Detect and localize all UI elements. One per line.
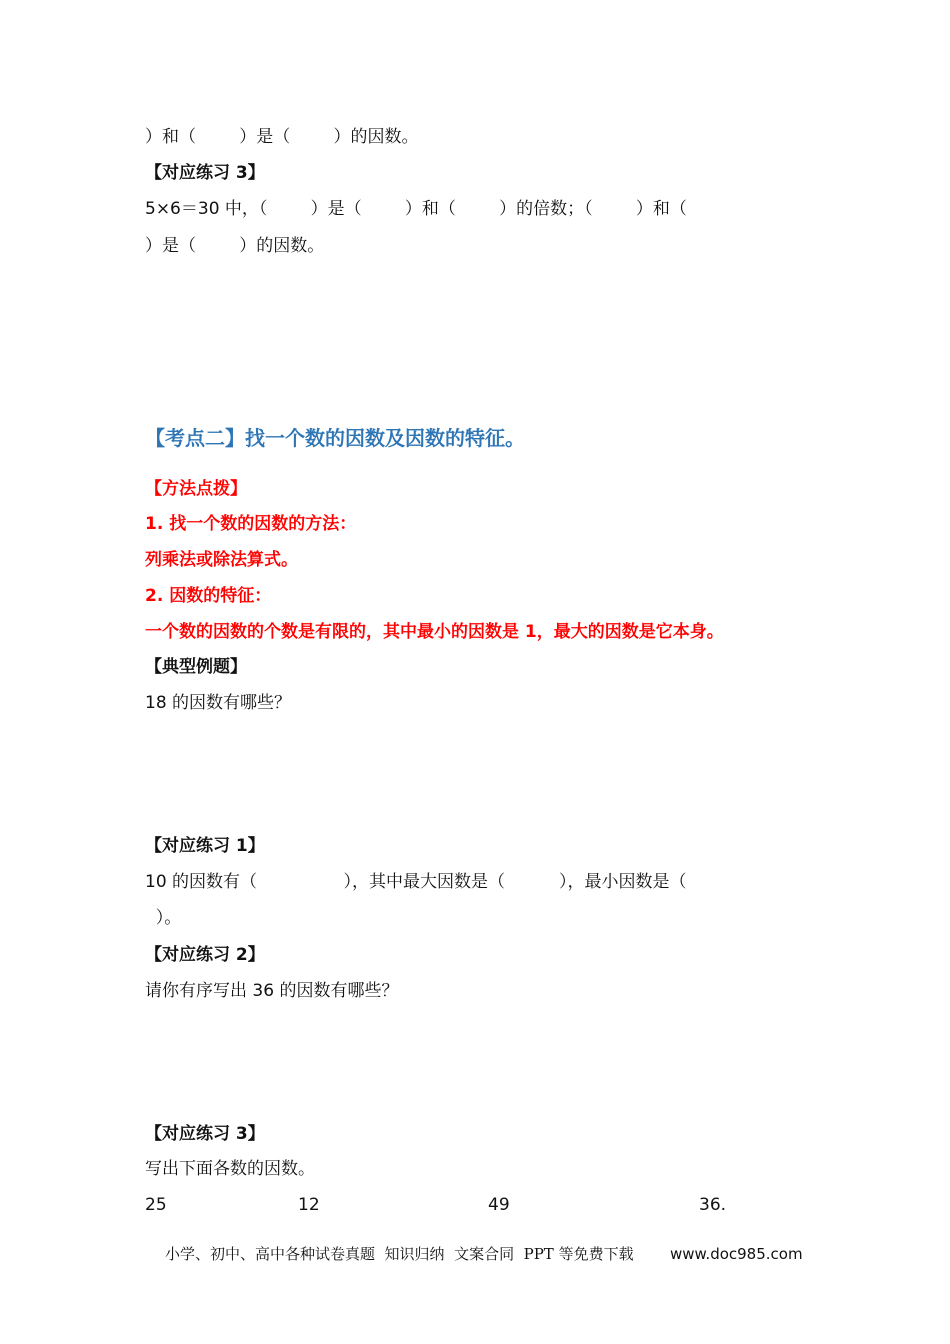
practice2-text: 请你有序写出 36 的因数有哪些？: [145, 981, 399, 1001]
text-line: ）是（ ）的因数。: [145, 236, 325, 256]
footer-url[interactable]: www.doc985.com: [670, 1245, 803, 1263]
number-item: 12: [298, 1195, 320, 1215]
practice3b-text: 写出下面各数的因数。: [145, 1159, 315, 1179]
example-heading: 【典型例题】: [145, 657, 247, 677]
method-2-text: 一个数的因数的个数是有限的，其中最小的因数是 1，最大的因数是它本身。: [145, 622, 724, 642]
method-heading: 【方法点拨】: [145, 479, 247, 499]
text-line: ）和（ ）是（ ）的因数。: [145, 127, 419, 147]
number-item: 25: [145, 1195, 167, 1215]
text-line: 5×6＝30 中，（ ）是（ ）和（ ）的倍数；（ ）和（: [145, 199, 687, 219]
footer-text: 小学、初中、高中各种试卷真题 知识归纳 文案合同 PPT 等免费下载: [165, 1245, 634, 1263]
method-1-text: 列乘法或除法算式。: [145, 550, 298, 570]
method-2-title: 2. 因数的特征：: [145, 586, 272, 606]
example-text: 18 的因数有哪些？: [145, 693, 292, 713]
method-1-title: 1. 找一个数的因数的方法：: [145, 514, 357, 534]
number-item: 36.: [699, 1195, 727, 1215]
practice1-heading: 【对应练习 1】: [145, 836, 265, 856]
number-item: 49: [488, 1195, 510, 1215]
section-title: 【考点二】找一个数的因数及因数的特征。: [145, 426, 525, 450]
practice3b-heading: 【对应练习 3】: [145, 1124, 265, 1144]
practice3-heading: 【对应练习 3】: [145, 163, 265, 183]
practice2-heading: 【对应练习 2】: [145, 945, 265, 965]
practice1-line2: ）。: [145, 908, 182, 928]
practice1-line1: 10 的因数有（ ），其中最大因数是（ ），最小因数是（: [145, 872, 687, 892]
